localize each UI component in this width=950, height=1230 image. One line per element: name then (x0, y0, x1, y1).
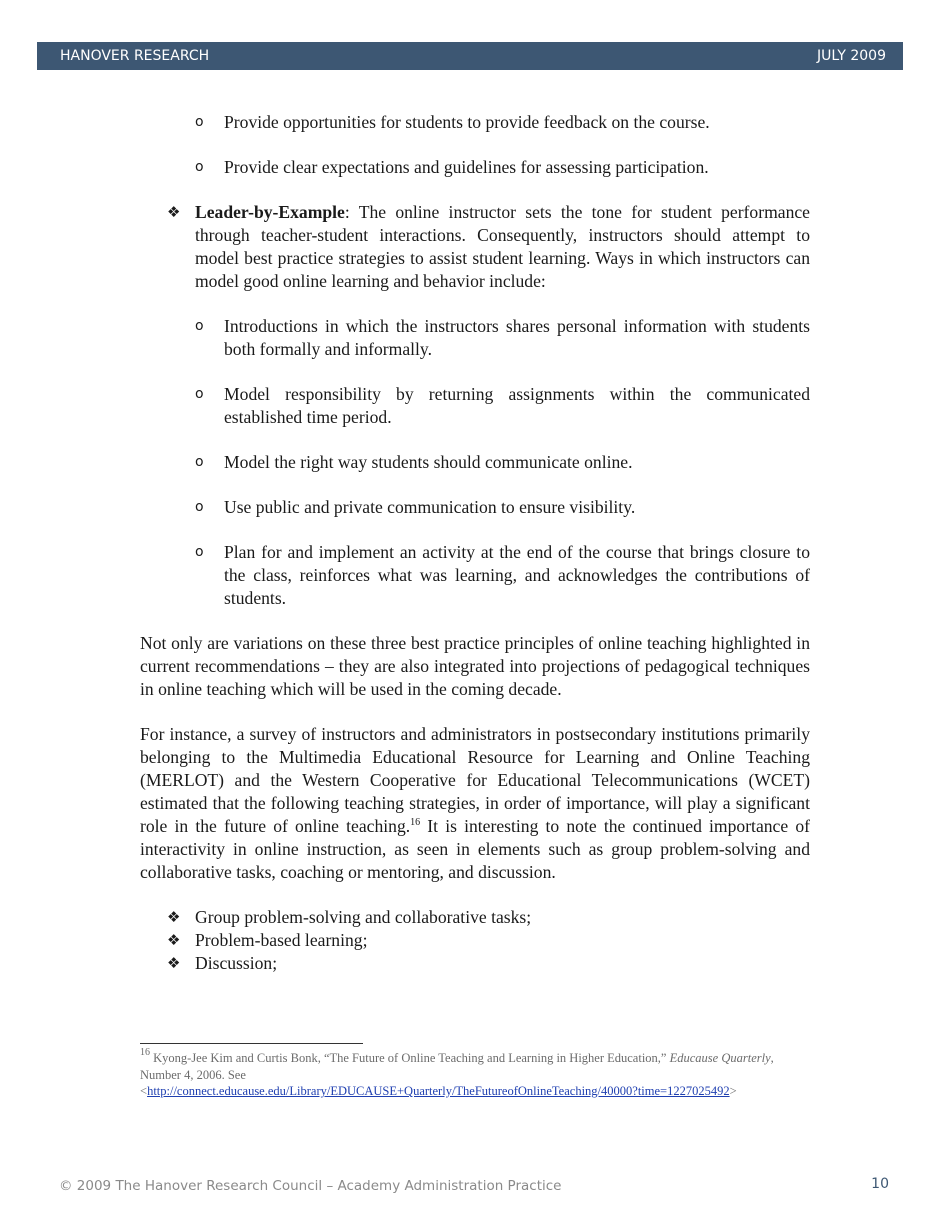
leader-by-example-item (140, 201, 810, 293)
header-org: HANOVER RESEARCH (60, 48, 210, 64)
diamond-bullet-icon: ❖ (167, 931, 181, 949)
list-item: o Model responsibility by returning assignments within the communicated established time period. (195, 384, 810, 427)
hollow-bullet-icon: o (195, 318, 204, 334)
footnote-reference[interactable]: 16 (410, 817, 421, 828)
diamond-bullet-icon: ❖ (167, 954, 181, 972)
journal-title: Educause Quarterly (669, 1051, 771, 1065)
list-item: o Provide opportunities for students to provide feedback on the course. (195, 112, 710, 132)
list-item: ❖ Problem-based learning; (167, 930, 368, 950)
footnote-number: 16 (140, 1047, 150, 1058)
leader-term: Leader-by-Example (195, 202, 345, 222)
footnote: $^{16}$ Kyong-Jee Kim and Curtis Bonk, “The Future of Online Teaching and Learning in Higher Education,” Educause Quarterly, Number 4, 2006. See <http://connect.educause.edu/Library/EDUCAUSE+Quarterly/TheFutureofOnlineTeaching/40000?time=1227025492> (140, 1047, 774, 1098)
page-number: 10 (871, 1176, 889, 1192)
list-item: o Provide clear expectations and guidelines for assessing participation. (195, 157, 709, 177)
list-item: o Use public and private communication to ensure visibility. (195, 497, 636, 517)
list-item: ❖ Group problem-solving and collaborative tasks; (167, 907, 532, 927)
leader-text: : The online instructor sets the tone for student performance through teacher-student interactions. Consequently, instructors should attempt to model best practice strategies to assist student learning. Ways in which instructors can model good online learning and behavior include: (195, 202, 810, 291)
hollow-bullet-icon: o (195, 499, 204, 515)
page-body (140, 111, 810, 975)
hollow-bullet-icon: o (195, 114, 204, 130)
list-item: o Introductions in which the instructors shares personal information with students both formally and informally. (195, 316, 810, 359)
list-item: o Plan for and implement an activity at the end of the course that brings closure to the class, reinforces what was learning, and acknowledges the contributions of students. (195, 542, 810, 608)
hollow-bullet-icon: o (195, 544, 204, 560)
footnote-link[interactable]: http://connect.educause.edu/Library/EDUCAUSE+Quarterly/TheFutureofOnlineTeaching/40000?time=1227025492 (147, 1084, 730, 1098)
paragraph-variations: Not only are variations on these three best practice principles of online teaching highlighted in current recommendations – they are also integrated into projections of pedagogical techniques in online teaching which will be used in the coming decade. (140, 633, 810, 699)
list-item: ❖ Discussion; (167, 953, 278, 973)
footnote-divider (140, 1043, 363, 1044)
hollow-bullet-icon: o (195, 454, 204, 470)
header-bar (37, 42, 903, 70)
paragraph-survey: For instance, a survey of instructors and administrators in postsecondary institutions primarily belonging to the Multimedia Educational Resource for Learning and Online Teaching (MERLOT) and the Western Cooperative for Educational Telecommunications (WCET) estimated that the following teaching strategies, in order of importance, will play a significant role in the future of online teaching.$^{16}$ It is interesting to note the continued importance of interactivity in online instruction, as seen in elements such as group problem-solving and collaborative tasks, coaching or mentoring, and discussion. (140, 724, 810, 882)
hollow-bullet-icon: o (195, 159, 204, 175)
diamond-bullet-icon: ❖ (167, 203, 181, 221)
diamond-bullet-icon: ❖ (167, 908, 181, 926)
footer-copyright: © 2009 The Hanover Research Council – Academy Administration Practice (59, 1178, 562, 1194)
list-item: o Model the right way students should communicate online. (195, 452, 633, 472)
hollow-bullet-icon: o (195, 386, 204, 402)
header-date: JULY 2009 (817, 48, 886, 64)
